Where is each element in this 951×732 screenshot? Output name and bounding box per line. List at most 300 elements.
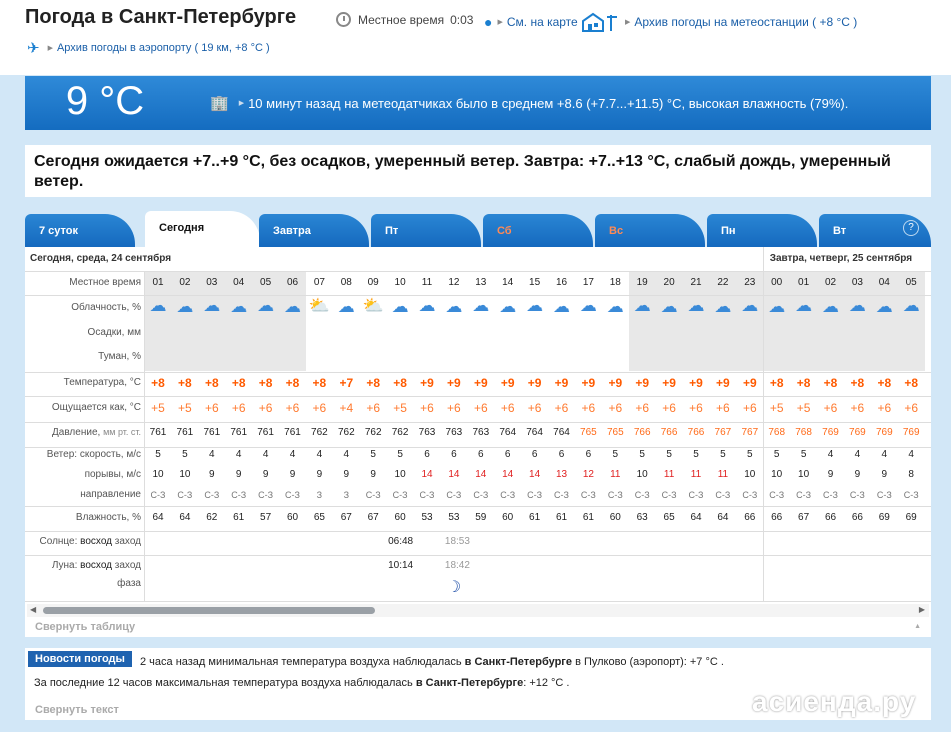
day-tabs <box>25 211 931 247</box>
cloud-icon: ☁ <box>741 296 759 315</box>
wind-direction-cell: С-З <box>607 490 623 500</box>
hour-cell: 05 <box>260 277 272 288</box>
pressure-cell: 766 <box>687 427 705 438</box>
cloud-icon: ☁ <box>875 297 893 316</box>
label-clouds: Облачность, % <box>71 302 141 313</box>
pressure-cell: 767 <box>741 427 759 438</box>
gust-cell: 10 <box>152 469 164 480</box>
wind-direction-cell: С-З <box>527 490 543 500</box>
pressure-cell: 761 <box>149 427 167 438</box>
humidity-cell: 65 <box>663 512 675 523</box>
airplane-icon: ✈ <box>27 40 40 57</box>
gust-cell: 10 <box>179 469 191 480</box>
gust-cell: 9 <box>316 469 323 480</box>
row-separator <box>25 372 931 373</box>
pressure-cell: 764 <box>499 427 517 438</box>
pressure-cell: 769 <box>875 427 893 438</box>
wind-direction-cell: С-З <box>150 490 166 500</box>
cloud-icon: ⛅ <box>308 296 330 315</box>
hour-cell: 01 <box>798 277 810 288</box>
scrollbar-thumb[interactable] <box>43 607 375 614</box>
hour-cell: 04 <box>878 277 890 288</box>
temperature-cell: +8 <box>850 376 865 390</box>
pressure-cell: 769 <box>849 427 866 438</box>
airport-archive-link[interactable] <box>27 39 270 57</box>
row-separator <box>25 531 931 532</box>
tab-4[interactable]: Сб <box>483 214 593 247</box>
humidity-cell: 59 <box>475 512 487 523</box>
pressure-cell: 762 <box>391 427 409 438</box>
cloud-icon: ☁ <box>176 297 194 316</box>
hour-cell: 07 <box>313 277 325 288</box>
cloud-icon: ⛅ <box>362 296 384 315</box>
gust-cell: 11 <box>663 469 675 480</box>
forecast-table <box>25 247 931 637</box>
top-header <box>0 0 951 75</box>
news-line-2-tail: : +12 °C . <box>523 677 570 689</box>
feels-like-cell: +6 <box>904 401 919 415</box>
pressure-cell: 761 <box>230 427 248 438</box>
humidity-cell: 63 <box>636 512 648 523</box>
tab-5[interactable]: Вс <box>595 214 705 247</box>
feels-like-cell: +6 <box>500 401 515 415</box>
wind-direction-cell: С-З <box>742 490 758 500</box>
sun-label-2: заход <box>114 536 141 547</box>
temperature-cell: +9 <box>689 376 703 390</box>
news-line-1-text: 2 часа назад минимальная температура воздуха наблюдалась <box>140 656 462 668</box>
pressure-cell: 769 <box>902 427 920 438</box>
hour-cell: 17 <box>582 277 594 288</box>
pressure-cell: 761 <box>257 427 274 438</box>
tab-6[interactable]: Пн <box>707 214 817 247</box>
gust-cell: 12 <box>582 469 594 480</box>
feels-like-cell: +5 <box>178 401 192 415</box>
feels-like-cell: +5 <box>769 401 784 415</box>
wind-speed-cell: 5 <box>747 449 753 460</box>
pressure-cell: 763 <box>418 427 436 438</box>
feels-like-cell: +6 <box>662 401 676 415</box>
current-temperature: 9 °C <box>65 79 145 123</box>
feels-like-cell: +6 <box>231 401 246 415</box>
sunrise-time: 06:48 <box>388 536 414 547</box>
wind-speed-cell: 5 <box>155 449 161 460</box>
local-time <box>336 12 473 27</box>
cloud-icon: ☁ <box>822 297 839 316</box>
hour-cell: 16 <box>555 277 568 288</box>
hour-cell: 06 <box>286 277 299 288</box>
sensor-text: 10 минут назад на метеодатчиках было в среднем +8.6 (+7.7...+11.5) °C, высокая влажность (79%). <box>248 95 849 111</box>
pressure-cell: 765 <box>606 427 624 438</box>
cloud-icon: ☁ <box>499 297 517 316</box>
humidity-cell: 69 <box>905 512 917 523</box>
news-line-1 <box>140 656 724 668</box>
tab-1[interactable]: Сегодня <box>145 211 260 247</box>
cloud-icon: ☁ <box>149 296 167 315</box>
pressure-cell: 766 <box>633 427 651 438</box>
gust-cell: 9 <box>262 469 269 480</box>
day-header-today: Сегодня, среда, 24 сентября <box>30 253 172 264</box>
cloud-icon: ☁ <box>445 297 463 316</box>
wind-direction-cell: З <box>343 490 350 500</box>
gust-cell: 14 <box>475 469 487 480</box>
wind-speed-cell: 4 <box>343 449 350 460</box>
cloud-icon: ☁ <box>795 296 813 315</box>
wind-speed-cell: 4 <box>235 449 242 460</box>
wind-direction-cell: С-З <box>849 490 865 500</box>
wind-speed-cell: 4 <box>262 449 269 460</box>
humidity-cell: 67 <box>340 512 352 523</box>
wind-direction-cell: С-З <box>392 490 408 500</box>
feels-like-cell: +4 <box>339 401 354 415</box>
humidity-cell: 64 <box>152 512 164 523</box>
local-time-value: 0:03 <box>450 12 474 27</box>
pressure-cell: 768 <box>768 427 786 438</box>
tab-2[interactable]: Завтра <box>259 214 369 247</box>
temperature-cell: +8 <box>877 376 892 390</box>
pressure-cell: 768 <box>795 427 812 438</box>
pressure-cell: 763 <box>472 427 490 438</box>
wind-direction-cell: С-З <box>580 490 596 500</box>
hour-cell: 19 <box>636 277 648 288</box>
feels-like-cell: +5 <box>151 401 165 415</box>
hour-cell: 23 <box>744 277 756 288</box>
map-link-label: См. на карте <box>506 15 578 29</box>
moonrise-time: 10:14 <box>388 560 414 571</box>
cloud-icon: ☁ <box>687 296 705 315</box>
feels-like-cell: +6 <box>420 401 434 415</box>
news-line-1-tail: в Пулково (аэропорт): +7 °C . <box>575 656 724 668</box>
wind-speed-cell: 4 <box>827 449 834 460</box>
humidity-cell: 64 <box>717 512 729 523</box>
collapse-text-link[interactable]: Свернуть текст <box>35 704 119 716</box>
label-gusts: порывы, м/с <box>84 469 141 480</box>
pressure-cell: 767 <box>714 427 732 438</box>
gust-cell: 10 <box>636 469 648 480</box>
temperature-cell: +8 <box>151 376 165 390</box>
feels-like-cell: +6 <box>204 401 219 415</box>
news-line-2 <box>34 677 570 689</box>
wind-speed-cell: 5 <box>612 449 619 460</box>
humidity-cell: 61 <box>529 512 541 523</box>
wind-speed-cell: 6 <box>478 449 484 460</box>
feels-like-cell: +6 <box>742 401 757 415</box>
pressure-cell: 761 <box>284 427 301 438</box>
gust-cell: 9 <box>881 469 888 480</box>
cloud-icon: ☁ <box>284 297 301 316</box>
gust-cell: 9 <box>235 469 242 480</box>
wind-direction-cell: С-З <box>473 490 489 500</box>
pressure-cell: 769 <box>822 427 839 438</box>
humidity-cell: 67 <box>798 512 810 523</box>
cloud-icon: ☁ <box>579 296 597 315</box>
wind-speed-cell: 5 <box>397 449 403 460</box>
label-direction: направление <box>80 489 141 500</box>
row-separator <box>25 396 931 397</box>
pressure-cell: 761 <box>203 427 221 438</box>
wind-speed-cell: 5 <box>720 449 726 460</box>
temperature-cell: +8 <box>285 376 300 390</box>
feels-like-cell: +6 <box>554 401 569 415</box>
gust-cell: 9 <box>343 469 350 480</box>
cloud-icon: ☁ <box>230 297 248 316</box>
gust-cell: 14 <box>502 469 514 480</box>
wind-direction-cell: С-З <box>715 490 731 500</box>
feels-like-cell: +6 <box>285 401 300 415</box>
wind-speed-cell: 5 <box>800 449 807 460</box>
gust-cell: 14 <box>448 469 460 480</box>
horizontal-scrollbar[interactable] <box>27 604 929 617</box>
temperature-cell: +8 <box>231 376 246 390</box>
station-icon <box>581 11 621 33</box>
cloud-icon: ☁ <box>203 296 221 315</box>
wind-direction-cell: С-З <box>258 490 274 500</box>
temperature-cell: +8 <box>178 376 192 390</box>
gust-cell: 9 <box>209 469 215 480</box>
pressure-cell: 762 <box>337 427 355 438</box>
pressure-cell: 764 <box>526 427 543 438</box>
wind-direction-cell: С-З <box>285 490 300 500</box>
wind-direction-cell: С-З <box>365 490 381 500</box>
gust-cell: 11 <box>610 469 621 480</box>
tab-3[interactable]: Пт <box>371 214 481 247</box>
temperature-cell: +8 <box>393 376 407 390</box>
temperature-cell: +8 <box>204 376 219 390</box>
crescent-moon-icon: ☽ <box>446 579 462 596</box>
wind-speed-cell: 6 <box>451 449 457 460</box>
news-line-2-city[interactable]: в Санкт-Петербурге <box>415 677 524 689</box>
station-archive-link[interactable] <box>581 11 857 33</box>
feels-like-cell: +6 <box>850 401 865 415</box>
help-icon[interactable]: ? <box>903 220 919 236</box>
feels-like-cell: +5 <box>796 401 811 415</box>
wind-direction-cell: С-З <box>446 490 462 500</box>
temperature-cell: +9 <box>554 376 569 390</box>
feels-like-cell: +6 <box>527 401 542 415</box>
wind-speed-cell: 6 <box>585 449 592 460</box>
gust-cell: 14 <box>421 469 433 480</box>
humidity-cell: 62 <box>206 512 218 523</box>
temperature-cell: +8 <box>312 376 327 390</box>
moonset-time: 18:42 <box>444 560 470 571</box>
humidity-cell: 61 <box>233 512 245 523</box>
sun-label-0: Солнце: <box>39 536 78 547</box>
news-line-1-city[interactable]: в Санкт-Петербурге <box>464 656 572 668</box>
humidity-cell: 64 <box>179 512 191 523</box>
cloud-icon: ☁ <box>660 297 678 316</box>
gust-cell: 13 <box>555 469 568 480</box>
wind-direction-cell: С-З <box>554 490 569 500</box>
news-line-2-text: За последние 12 часов максимальная температура воздуха наблюдалась <box>34 677 413 689</box>
label-pressure <box>25 427 141 438</box>
cloud-icon: ☁ <box>768 297 786 316</box>
feels-like-cell: +6 <box>473 401 488 415</box>
wind-direction-cell: С-З <box>876 490 892 500</box>
hour-cell: 01 <box>152 277 164 288</box>
hour-cell: 15 <box>529 277 541 288</box>
temperature-cell: +9 <box>500 376 515 390</box>
gust-cell: 11 <box>690 469 702 480</box>
wind-direction-cell: С-З <box>688 490 704 500</box>
temperature-cell: +9 <box>662 376 676 390</box>
row-separator <box>25 601 931 602</box>
gust-cell: 9 <box>827 469 834 480</box>
humidity-cell: 66 <box>771 512 783 523</box>
temperature-cell: +9 <box>447 376 461 390</box>
hour-cell: 21 <box>690 277 702 288</box>
pressure-cell: 764 <box>553 427 570 438</box>
gust-cell: 9 <box>854 469 861 480</box>
feels-like-cell: +6 <box>581 401 596 415</box>
temperature-cell: +9 <box>527 376 542 390</box>
arrow-right-icon: ▶ <box>238 100 245 107</box>
gust-cell: 10 <box>798 469 810 480</box>
tab-0[interactable]: 7 суток <box>25 214 135 247</box>
map-pin-icon: ● <box>484 14 493 30</box>
hour-cell: 12 <box>448 277 460 288</box>
arrow-right-icon: ▶ <box>625 19 631 26</box>
wind-speed-cell: 5 <box>370 449 376 460</box>
gust-cell: 9 <box>289 469 296 480</box>
news-label: Новости погоды <box>28 651 132 667</box>
pressure-unit: мм рт. ст. <box>103 427 141 437</box>
wind-direction-cell: С-З <box>419 490 435 500</box>
cloud-icon: ☁ <box>606 297 624 316</box>
day-header-tomorrow: Завтра, четверг, 25 сентября <box>769 253 913 264</box>
wind-direction-cell: С-З <box>769 490 785 500</box>
current-weather-bar <box>25 76 931 130</box>
wind-speed-cell: 5 <box>639 449 645 460</box>
watermark: асиенда.ру <box>752 686 917 717</box>
hour-cell: 20 <box>663 277 675 288</box>
wind-speed-cell: 5 <box>693 449 699 460</box>
cloud-icon: ☁ <box>633 296 651 315</box>
label-wind: Ветер: скорость, м/с <box>46 449 141 460</box>
hour-cell: 03 <box>206 277 218 288</box>
temperature-cell: +8 <box>823 376 838 390</box>
feels-like-cell: +6 <box>877 401 892 415</box>
wind-speed-cell: 4 <box>289 449 296 460</box>
humidity-cell: 64 <box>690 512 702 523</box>
humidity-cell: 61 <box>582 512 594 523</box>
feels-like-cell: +6 <box>366 401 381 415</box>
collapse-table-link[interactable]: Свернуть таблицу <box>35 621 136 633</box>
label-humidity: Влажность, % <box>75 512 141 523</box>
hour-cell: 22 <box>717 277 729 288</box>
hour-cell: 00 <box>771 277 783 288</box>
humidity-cell: 69 <box>878 512 890 523</box>
temperature-cell: +9 <box>716 376 730 390</box>
cloud-icon: ☁ <box>714 297 732 316</box>
gust-cell: 11 <box>717 469 729 480</box>
wind-direction-cell: С-З <box>661 490 677 500</box>
temperature-cell: +8 <box>258 376 273 390</box>
gust-cell: 14 <box>529 469 541 480</box>
cloud-icon: ☁ <box>391 297 409 316</box>
wind-direction-cell: С-З <box>634 490 650 500</box>
cloud-icon: ☁ <box>848 296 866 315</box>
row-separator <box>25 555 931 556</box>
sensor-info <box>210 94 848 112</box>
wind-direction-cell: С-З <box>177 490 193 500</box>
hour-cell: 03 <box>851 277 863 288</box>
feels-like-cell: +6 <box>258 401 273 415</box>
page-title: Погода в Санкт-Петербурге <box>25 6 297 28</box>
pressure-cell: 766 <box>660 427 678 438</box>
tab-7[interactable]: Вт <box>819 214 931 247</box>
humidity-cell: 67 <box>367 512 379 523</box>
label-sun <box>25 536 141 547</box>
pressure-cell: 765 <box>580 427 597 438</box>
cloud-icon: ☁ <box>257 296 275 315</box>
collapse-up-icon[interactable]: ▲ <box>914 623 921 630</box>
gust-cell: 8 <box>908 469 914 480</box>
wind-direction-cell: С-З <box>500 490 516 500</box>
gust-cell: 10 <box>744 469 756 480</box>
arrow-right-icon: ▶ <box>47 45 53 52</box>
humidity-cell: 61 <box>555 512 568 523</box>
humidity-cell: 53 <box>448 512 460 523</box>
hour-cell: 13 <box>475 277 487 288</box>
row-separator <box>25 422 931 423</box>
wind-direction-cell: З <box>316 490 323 500</box>
map-link[interactable] <box>484 14 578 30</box>
temperature-cell: +8 <box>769 376 784 390</box>
gust-cell: 9 <box>370 469 376 480</box>
hour-cell: 09 <box>367 277 379 288</box>
hour-cell: 11 <box>421 277 433 288</box>
wind-speed-cell: 4 <box>854 449 861 460</box>
gust-cell: 10 <box>394 469 406 480</box>
humidity-cell: 60 <box>286 512 299 523</box>
local-time-label: Местное время <box>358 12 445 27</box>
temperature-cell: +8 <box>796 376 811 390</box>
sunset-time: 18:53 <box>444 536 470 547</box>
label-feels: Ощущается как, °C <box>51 402 141 413</box>
feels-like-cell: +6 <box>312 401 327 415</box>
wind-direction-cell: С-З <box>903 490 919 500</box>
label-fog: Туман, % <box>98 351 141 362</box>
moon-label-1: восход <box>80 560 112 571</box>
temperature-cell: +9 <box>473 376 488 390</box>
scroll-left-icon[interactable]: ◀ <box>30 605 37 614</box>
row-separator <box>25 271 931 272</box>
wind-speed-cell: 5 <box>182 449 188 460</box>
hour-cell: 02 <box>824 277 837 288</box>
cloud-icon: ☁ <box>553 297 570 316</box>
hour-cell: 02 <box>179 277 191 288</box>
humidity-cell: 65 <box>313 512 325 523</box>
temperature-cell: +9 <box>635 376 650 390</box>
label-precip: Осадки, мм <box>87 327 141 338</box>
wind-speed-cell: 5 <box>773 449 780 460</box>
pressure-cell: 762 <box>364 427 382 438</box>
sun-label-1: восход <box>80 536 112 547</box>
feels-like-cell: +6 <box>635 401 650 415</box>
airport-archive-label: Архив погоды в аэропорту ( 19 км, +8 °C ) <box>56 42 270 54</box>
wind-speed-cell: 6 <box>531 449 538 460</box>
scroll-right-icon[interactable]: ▶ <box>918 605 925 614</box>
temperature-cell: +8 <box>366 376 381 390</box>
forecast-text: Сегодня ожидается +7..+9 °C, без осадков, умеренный ветер. Завтра: +7..+13 °C, слабый дождь, умеренный ветер. <box>34 153 891 190</box>
humidity-cell: 53 <box>421 512 433 523</box>
label-temp: Температура, °C <box>63 377 141 388</box>
temperature-cell: +9 <box>742 376 757 390</box>
gust-cell: 10 <box>771 469 783 480</box>
humidity-cell: 60 <box>394 512 406 523</box>
wind-speed-cell: 5 <box>666 449 672 460</box>
humidity-cell: 66 <box>744 512 756 523</box>
hour-cell: 14 <box>502 277 514 288</box>
